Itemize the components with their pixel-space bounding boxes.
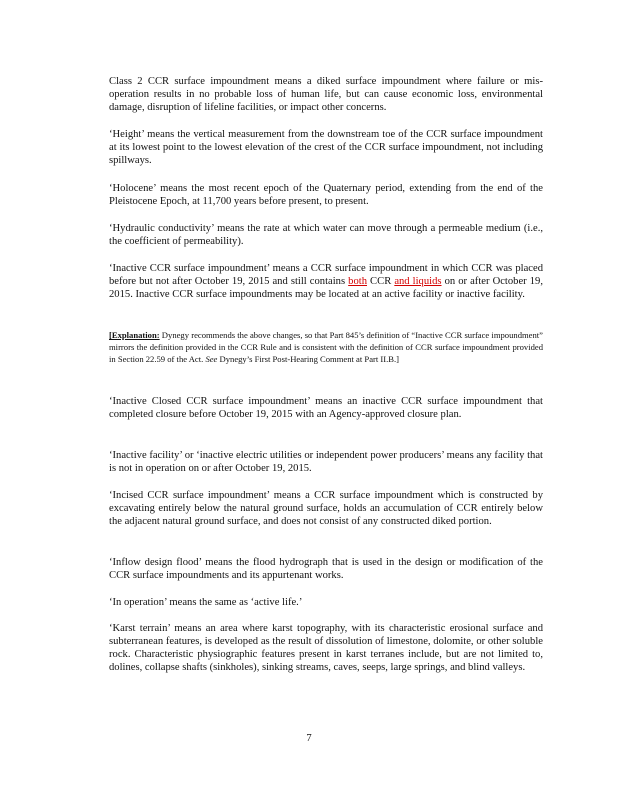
- definition-text-mid: CCR: [367, 276, 395, 287]
- definition-in-operation: ‘In operation’ means the same as ‘active life.’: [109, 597, 303, 608]
- definition-hydraulic-conductivity: ‘Hydraulic conductivity’ means the rate at which water can move through a permeable medium (i.e., the coefficient of permeability).: [109, 223, 543, 247]
- definition-inactive-facility: ‘Inactive facility’ or ‘inactive electric utilities or independent power producers’ means any facility that is not in operation on or after October 19, 2015.: [109, 450, 543, 474]
- explanation-see: See: [205, 354, 218, 364]
- explanation-label: [Explanation:: [109, 330, 160, 340]
- explanation-note: [109, 329, 543, 365]
- definition-inflow-design-flood: ‘Inflow design flood’ means the flood hydrograph that is used in the design or modification of the CCR surface impoundments and its appurtenant works.: [109, 557, 543, 581]
- definition-height: ‘Height’ means the vertical measurement from the downstream toe of the CCR surface impoundment at its lowest point to the lowest elevation of the crest of the CCR surface impoundment, not including spillways.: [109, 129, 543, 166]
- definition-karst-terrain: ‘Karst terrain’ means an area where karst topography, with its characteristic erosional surface and subterranean features, is developed as the result of dissolution of limestone, dolomite, or other soluble rock. Characteristic physiographic features present in karst terranes include, but are not limited to, dolines, collapse shafts (sinkholes), sinking streams, caves, seeps, large springs, and blind valleys.: [109, 623, 543, 673]
- explanation-text-1: Dynegy recommends the above changes, so that Part 845’s definition of “Inactive CCR surface impoundment” mirrors the definition provided in the CCR Rule and is consistent with the definition of CCR surface impoundment provided in Section 22.59 of the Act.: [109, 330, 543, 364]
- inserted-text-both: both: [348, 276, 367, 287]
- definition-text-start: ‘Inactive CCR surface impoundment’ means a CCR surface impoundment in which CCR was placed before but not after October 19, 2015 and still contains: [109, 263, 543, 287]
- definition-holocene: ‘Holocene’ means the most recent epoch of the Quaternary period, extending from the end of the Pleistocene Epoch, at 11,700 years before present, to present.: [109, 183, 543, 207]
- definition-inactive-ccr-surface-impoundment: [109, 262, 543, 301]
- page-number: 7: [306, 733, 312, 744]
- definition-class-2-ccr-surface-impoundment: Class 2 CCR surface impoundment means a diked surface impoundment where failure or mis-operation results in no probable loss of human life, but can cause economic loss, environmental damage, disruption of lifeline facilities, or impact other concerns.: [109, 76, 543, 113]
- definition-incised-ccr-surface-impoundment: ‘Incised CCR surface impoundment’ means a CCR surface impoundment which is constructed by excavating entirely below the natural ground surface, holds an accumulation of CCR entirely below the adjacent natural ground surface, and does not consist of any constructed diked portion.: [109, 490, 543, 527]
- definition-inactive-closed-ccr-surface-impoundment: ‘Inactive Closed CCR surface impoundment’ means an inactive CCR surface impoundment that completed closure before October 19, 2015 with an Agency-approved closure plan.: [109, 396, 543, 420]
- explanation-text-2: Dynegy’s First Post-Hearing Comment at Part II.B.]: [217, 354, 400, 364]
- inserted-text-and-liquids: and liquids: [394, 276, 442, 287]
- definition-text-end: on or after October 19, 2015. Inactive CCR surface impoundments may be located at an active facility or inactive facility.: [109, 276, 543, 300]
